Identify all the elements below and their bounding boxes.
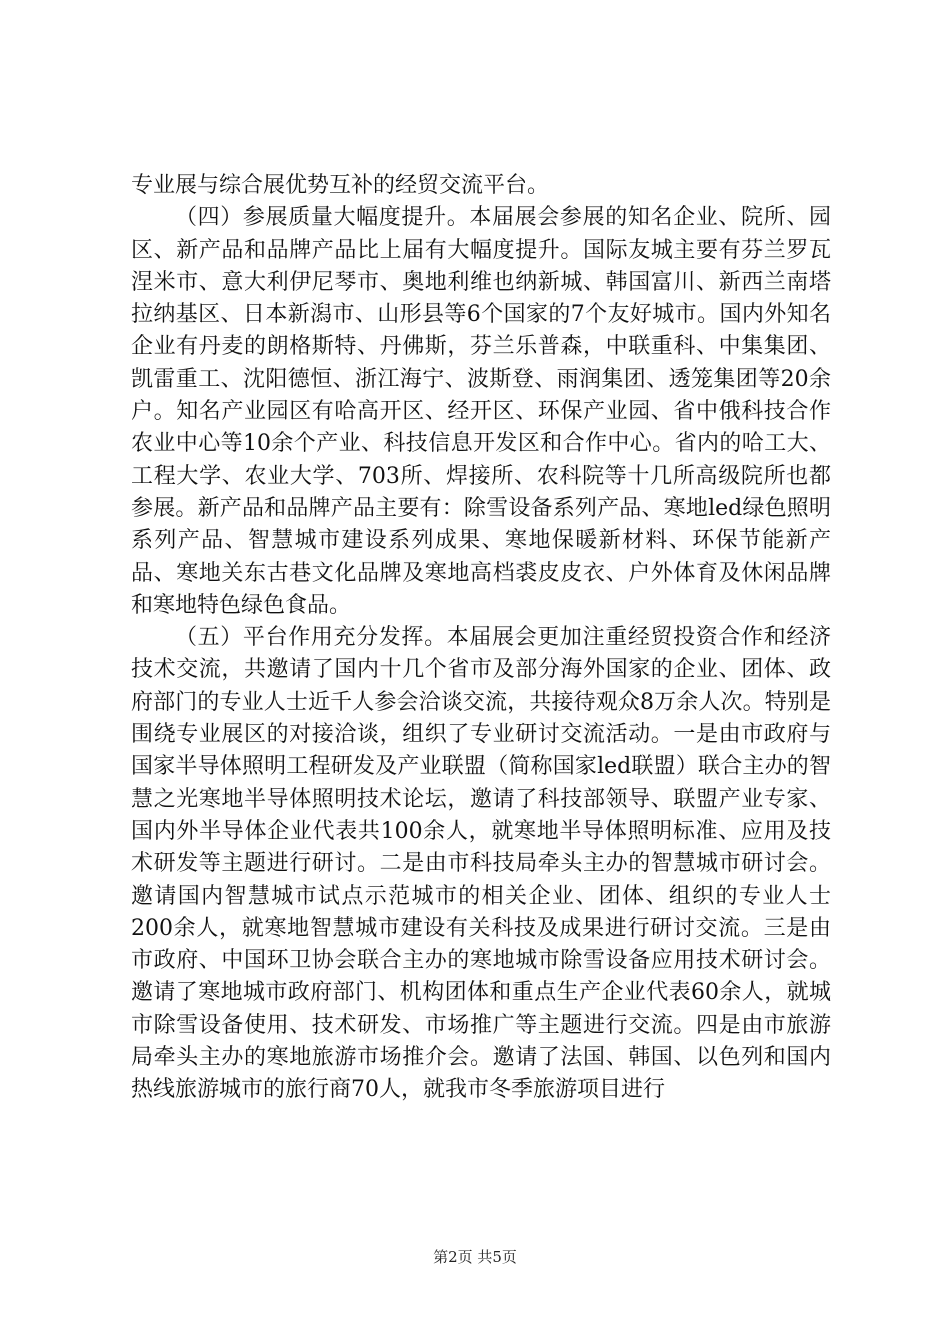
document-body (131, 170, 831, 1107)
paragraph-section-five: （五）平台作用充分发挥。本届展会更加注重经贸投资合作和经济技术交流，共邀请了国内十几个省市及部分海外国家的企业、团体、政府部门的专业人士近千人参会洽谈交流，共接待观众8万余人次。特别是围绕专业展区的对接洽谈，组织了专业研讨交流活动。一是由市政府与国家半导体照明工程研发及产业联盟（简称国家led联盟）联合主办的智慧之光寒地半导体照明技术论坛，邀请了科技部领导、联盟产业专家、国内外半导体企业代表共100余人，就寒地半导体照明标准、应用及技术研发等主题进行研讨。二是由市科技局牵头主办的智慧城市研讨会。邀请国内智慧城市试点示范城市的相关企业、团体、组织的专业人士200余人，就寒地智慧城市建设有关科技及成果进行研讨交流。三是由市政府、中国环卫协会联合主办的寒地城市除雪设备应用技术研讨会。邀请了寒地城市政府部门、机构团体和重点生产企业代表60余人，就城市除雪设备使用、技术研发、市场推广等主题进行交流。四是由市旅游局牵头主办的寒地旅游市场推介会。邀请了法国、韩国、以色列和国内热线旅游城市的旅行商70人，就我市冬季旅游项目进行 (131, 625, 831, 1103)
paragraph-continuation: 专业展与综合展优势互补的经贸交流平台。 (131, 173, 550, 198)
page-footer: 第2页 共5页 (433, 1248, 517, 1266)
paragraph-section-four: （四）参展质量大幅度提升。本届展会参展的知名企业、院所、园区、新产品和品牌产品比上届有大幅度提升。国际友城主要有芬兰罗瓦涅米市、意大利伊尼琴市、奥地利维也纳新城、韩国富川、新西兰南塔拉纳基区、日本新潟市、山形县等6个国家的7个友好城市。国内外知名企业有丹麦的朗格斯特、丹佛斯，芬兰乐普森，中联重科、中集集团、凯雷重工、沈阳德恒、浙江海宁、波斯登、雨润集团、透笼集团等20余户。知名产业园区有哈高开区、经开区、环保产业园、省中俄科技合作农业中心等10余个产业、科技信息开发区和合作中心。省内的哈工大、工程大学、农业大学、703所、焊接所、农科院等十几所高级院所也都参展。新产品和品牌产品主要有：除雪设备系列产品、寒地led绿色照明系列产品、智慧城市建设系列成果、寒地保暖新材料、环保节能新产品、寒地关东古巷文化品牌及寒地高档裘皮皮衣、户外体育及休闲品牌和寒地特色绿色食品。 (131, 205, 831, 618)
